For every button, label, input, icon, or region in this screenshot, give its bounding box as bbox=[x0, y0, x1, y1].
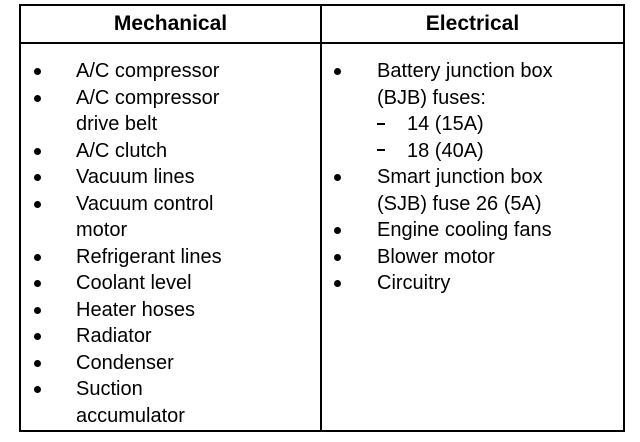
dash-icon bbox=[377, 123, 385, 125]
mechanical-item-text: Radiator bbox=[76, 325, 152, 347]
bullet-icon bbox=[34, 360, 41, 367]
bullet-icon bbox=[34, 254, 41, 261]
electrical-item-text: Engine cooling fans bbox=[377, 219, 552, 241]
bullet-icon bbox=[334, 254, 341, 261]
mechanical-item-text: Refrigerant lines bbox=[76, 245, 222, 268]
mechanical-item-text: Heater hoses bbox=[76, 298, 195, 321]
mechanical-item-text: A/C compressor bbox=[76, 60, 220, 82]
electrical-sub-item bbox=[377, 111, 623, 138]
mechanical-item-text: A/C clutch bbox=[76, 139, 168, 162]
mechanical-item-text: accumulator bbox=[76, 404, 185, 427]
mechanical-item-text: drive belt bbox=[76, 113, 158, 135]
mechanical-item-text: Condenser bbox=[76, 351, 174, 374]
electrical-sub-item bbox=[377, 138, 623, 165]
mechanical-item bbox=[21, 270, 320, 297]
electrical-header: Electrical bbox=[322, 6, 623, 44]
electrical-item bbox=[322, 164, 623, 217]
bullet-icon bbox=[34, 386, 41, 393]
bullet-icon bbox=[34, 201, 41, 208]
mechanical-item-text: motor bbox=[76, 219, 128, 241]
mechanical-item bbox=[21, 164, 320, 191]
mechanical-column bbox=[21, 44, 322, 430]
mechanical-item-text: Coolant level bbox=[76, 272, 192, 294]
mechanical-item bbox=[21, 191, 320, 244]
electrical-item bbox=[322, 58, 623, 164]
mechanical-item bbox=[21, 323, 320, 350]
mechanical-item bbox=[21, 85, 320, 138]
mechanical-item bbox=[21, 297, 320, 324]
electrical-item-text: (SJB) fuse 26 (5A) bbox=[377, 192, 542, 215]
bullet-icon bbox=[34, 148, 41, 155]
electrical-sub-item-text: 14 (15A) bbox=[407, 113, 484, 135]
mechanical-list bbox=[21, 58, 320, 429]
electrical-list bbox=[322, 58, 623, 297]
mechanical-header: Mechanical bbox=[21, 6, 322, 44]
mechanical-item-text: Vacuum control bbox=[76, 192, 214, 215]
bullet-icon bbox=[34, 333, 41, 340]
bullet-icon bbox=[34, 68, 41, 75]
bullet-icon bbox=[334, 280, 341, 287]
bullet-icon bbox=[334, 68, 341, 75]
electrical-item bbox=[322, 217, 623, 244]
electrical-item-text: Smart junction box bbox=[377, 166, 543, 188]
bullet-icon bbox=[34, 174, 41, 181]
bullet-icon bbox=[334, 174, 341, 181]
electrical-column bbox=[322, 44, 623, 430]
mechanical-item bbox=[21, 376, 320, 429]
mechanical-item-text: Vacuum lines bbox=[76, 166, 195, 188]
electrical-item bbox=[322, 270, 623, 297]
electrical-item-text: Circuitry bbox=[377, 272, 451, 294]
bullet-icon bbox=[334, 227, 341, 234]
inspection-table bbox=[19, 4, 625, 432]
bullet-icon bbox=[34, 95, 41, 102]
bullet-icon bbox=[34, 280, 41, 287]
bullet-icon bbox=[34, 307, 41, 314]
electrical-item-text: (BJB) fuses: bbox=[377, 86, 486, 109]
mechanical-item-text: Suction bbox=[76, 378, 143, 400]
mechanical-item bbox=[21, 244, 320, 271]
electrical-sub-item-text: 18 (40A) bbox=[407, 139, 484, 162]
electrical-item-text: Battery junction box bbox=[377, 60, 553, 82]
electrical-item bbox=[322, 244, 623, 271]
mechanical-item-text: A/C compressor bbox=[76, 86, 220, 109]
dash-icon bbox=[377, 149, 385, 151]
electrical-item-text: Blower motor bbox=[377, 245, 495, 268]
mechanical-item bbox=[21, 58, 320, 85]
mechanical-item bbox=[21, 350, 320, 377]
mechanical-item bbox=[21, 138, 320, 165]
